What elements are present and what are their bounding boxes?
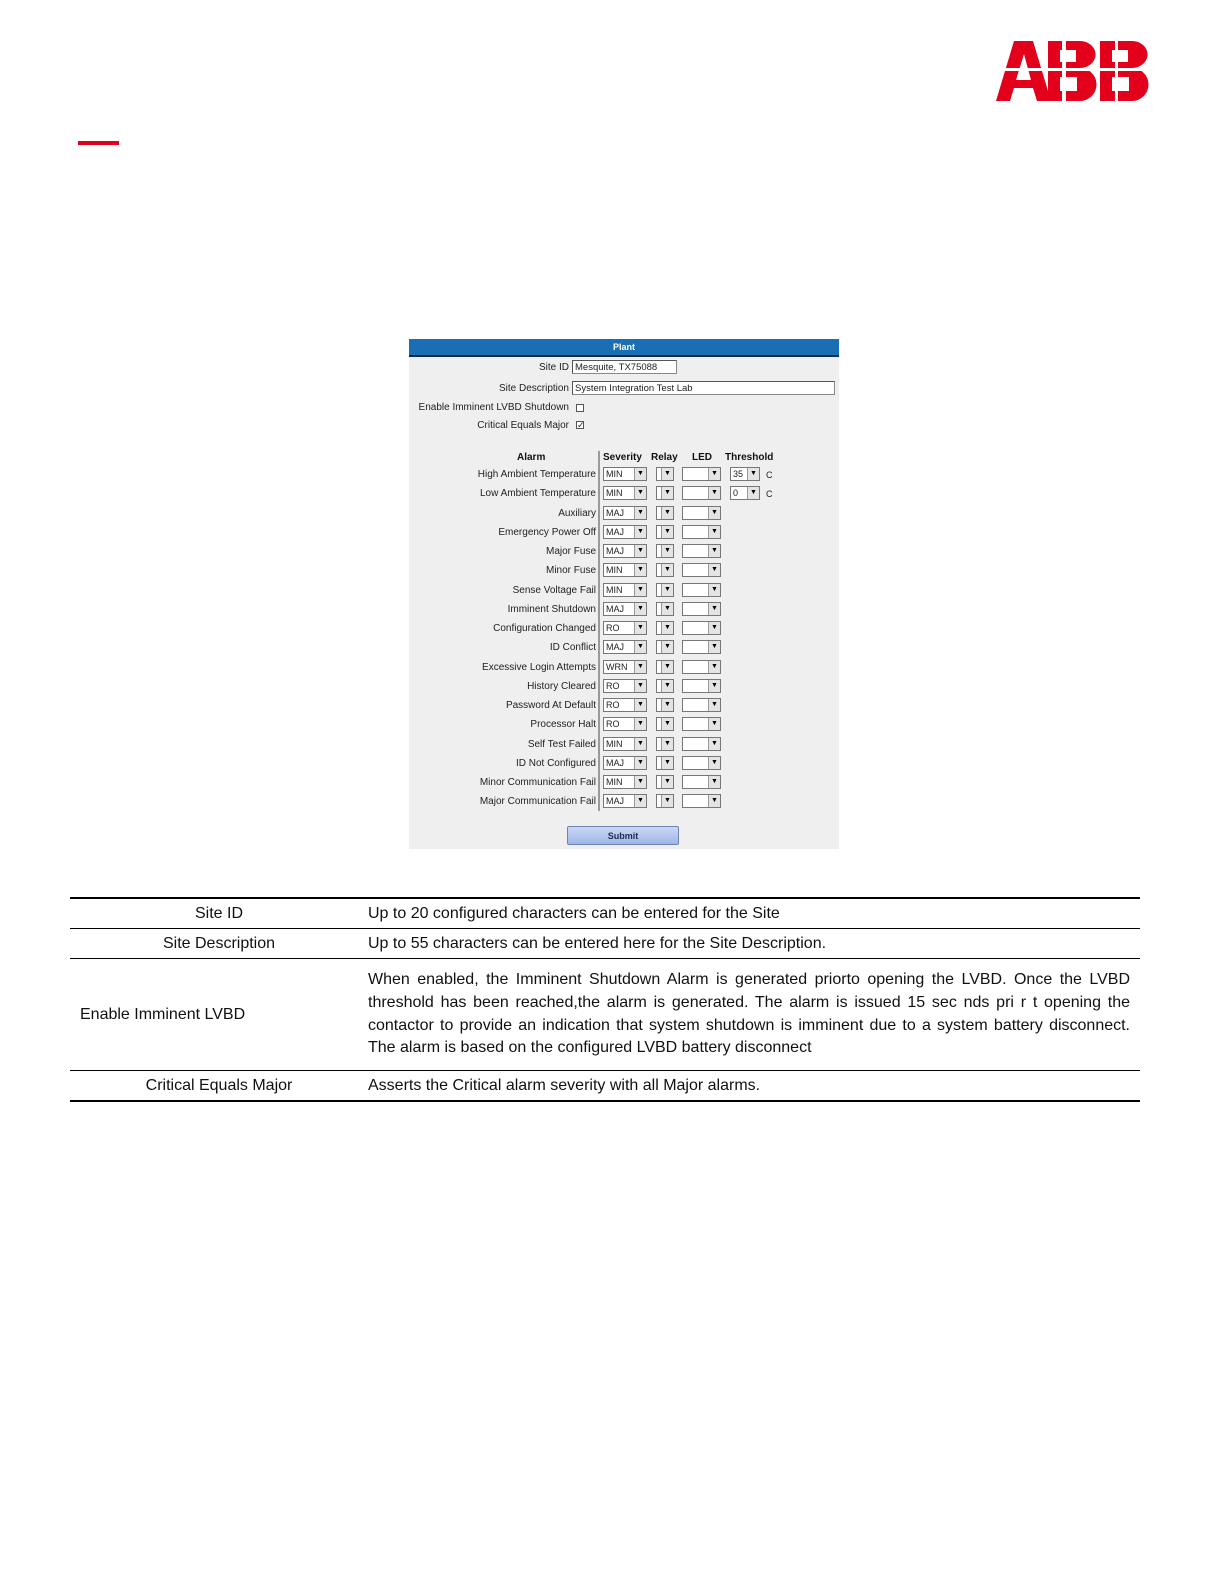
alarm-row [409,506,839,522]
alarm-name: Self Test Failed [527,739,596,750]
chevron-down-icon: ▼ [708,564,720,576]
alarm-row [409,698,839,714]
severity-select[interactable] [603,544,647,558]
chevron-down-icon: ▼ [661,584,673,596]
abb-logo-graphic [996,40,1154,102]
description-cell: Asserts the Critical alarm severity with all Major alarms. [368,1076,761,1094]
term-cell: Enable Imminent LVBD [80,1005,246,1023]
chevron-down-icon: ▼ [634,641,646,653]
severity-select[interactable] [603,486,647,500]
severity-select[interactable] [603,563,647,577]
chevron-down-icon: ▼ [661,468,673,480]
relay-select[interactable] [656,602,674,616]
alarm-row [409,660,839,676]
relay-select[interactable] [656,640,674,654]
led-select[interactable] [682,602,721,616]
alarm-row [409,602,839,618]
chevron-down-icon: ▼ [708,738,720,750]
alarm-name: Major Fuse [545,546,596,557]
chevron-down-icon: ▼ [634,507,646,519]
settings-description-table [70,897,1140,1102]
chevron-down-icon: ▼ [708,661,720,673]
chevron-down-icon: ▼ [747,468,759,480]
threshold-unit: C [766,470,773,480]
chevron-down-icon: ▼ [661,776,673,788]
severity-select[interactable] [603,717,647,731]
alarm-row [409,717,839,733]
severity-select-value: RO [606,681,620,691]
chevron-down-icon: ▼ [708,622,720,634]
led-select[interactable] [682,737,721,751]
chevron-down-icon: ▼ [661,622,673,634]
severity-select[interactable] [603,756,647,770]
alarm-name: Minor Fuse [545,565,596,576]
severity-select[interactable] [603,775,647,789]
severity-select[interactable] [603,525,647,539]
relay-select[interactable] [656,737,674,751]
severity-select-value: MIN [606,739,623,749]
plant-config-panel [409,339,839,849]
relay-select[interactable] [656,621,674,635]
chevron-down-icon: ▼ [661,680,673,692]
threshold-select[interactable] [730,467,760,481]
site-description-label: Site Description [498,383,569,394]
severity-select[interactable] [603,660,647,674]
severity-select-value: MAJ [606,796,624,806]
severity-select-value: MIN [606,777,623,787]
alarm-name: Auxiliary [558,508,596,519]
alarm-row [409,486,839,502]
chevron-down-icon: ▼ [634,757,646,769]
description-cell: Up to 55 characters can be entered here for the Site Description. [368,934,827,952]
col-relay: Relay [651,452,678,463]
col-led: LED [692,452,712,463]
alarm-name: ID Conflict [549,642,596,653]
chevron-down-icon: ▼ [661,738,673,750]
threshold-unit: C [766,489,773,499]
chevron-down-icon: ▼ [708,795,720,807]
accent-dash [78,141,119,145]
threshold-select-value: 0 [733,488,739,498]
chevron-down-icon: ▼ [708,487,720,499]
chevron-down-icon: ▼ [634,487,646,499]
chevron-down-icon: ▼ [708,603,720,615]
alarm-row [409,544,839,560]
alarm-name: History Cleared [527,681,596,692]
chevron-down-icon: ▼ [747,487,759,499]
alarm-name: Password At Default [505,700,596,711]
relay-select[interactable] [656,756,674,770]
chevron-down-icon: ▼ [634,468,646,480]
severity-select[interactable] [603,737,647,751]
chevron-down-icon: ▼ [661,661,673,673]
relay-select[interactable] [656,660,674,674]
col-alarm: Alarm [517,452,546,463]
led-select[interactable] [682,794,721,808]
led-select[interactable] [682,640,721,654]
severity-select-value: MAJ [606,508,624,518]
relay-select[interactable] [656,525,674,539]
chevron-down-icon: ▼ [708,680,720,692]
chevron-down-icon: ▼ [661,718,673,730]
severity-select-value: MAJ [606,546,624,556]
relay-select[interactable] [656,794,674,808]
relay-select[interactable] [656,486,674,500]
severity-select-value: MAJ [606,527,624,537]
chevron-down-icon: ▼ [634,718,646,730]
submit-button[interactable]: Submit [567,826,679,845]
alarm-name: Imminent Shutdown [507,604,596,615]
site-id-input[interactable]: Mesquite, TX75088 [572,360,677,374]
alarm-row [409,679,839,695]
table-row [70,959,1140,1071]
chevron-down-icon: ▼ [661,545,673,557]
chevron-down-icon: ▼ [708,545,720,557]
alarm-name: Sense Voltage Fail [512,585,596,596]
chevron-down-icon: ▼ [634,526,646,538]
relay-select[interactable] [656,679,674,693]
severity-select[interactable] [603,602,647,616]
severity-select-value: MAJ [606,604,624,614]
severity-select-value: RO [606,719,620,729]
chevron-down-icon: ▼ [634,564,646,576]
chevron-down-icon: ▼ [634,661,646,673]
led-select[interactable] [682,698,721,712]
relay-select[interactable] [656,775,674,789]
alarm-row [409,756,839,772]
alarm-name: ID Not Configured [515,758,596,769]
term-cell: Site Description [162,934,276,952]
severity-select-value: MAJ [606,642,624,652]
chevron-down-icon: ▼ [661,757,673,769]
alarm-row [409,525,839,541]
severity-select[interactable] [603,640,647,654]
led-select[interactable] [682,506,721,520]
chevron-down-icon: ▼ [634,795,646,807]
threshold-select-value: 35 [733,469,744,479]
led-select[interactable] [682,775,721,789]
led-select[interactable] [682,679,721,693]
chevron-down-icon: ▼ [708,699,720,711]
alarm-row [409,563,839,579]
alarm-name: Processor Halt [530,719,596,730]
led-select[interactable] [682,467,721,481]
chevron-down-icon: ▼ [708,507,720,519]
relay-select[interactable] [656,467,674,481]
severity-select[interactable] [603,698,647,712]
severity-select[interactable] [603,794,647,808]
chevron-down-icon: ▼ [634,545,646,557]
alarm-row [409,794,839,810]
alarm-name: Emergency Power Off [498,527,596,538]
alarm-row [409,775,839,791]
alarm-name: Minor Communication Fail [479,777,596,788]
severity-select-value: MAJ [606,758,624,768]
chevron-down-icon: ▼ [634,738,646,750]
enable-lvbd-checkbox[interactable] [576,404,584,412]
description-cell: When enabled, the Imminent Shutdown Alarm is generated priorto opening the LVBD. Once the LVBD threshold has been reached,the alarm is generated. The alarm is issued 15 sec nds pri r t opening the contactor to provide an indication that system shutdown is imminent due to a system battery disconnect. The alarm is based on the configured LVBD battery disconnect [368,971,1130,1057]
enable-lvbd-label: Enable Imminent LVBD Shutdown [418,402,569,413]
severity-select[interactable] [603,621,647,635]
led-select[interactable] [682,544,721,558]
col-severity: Severity [603,452,642,463]
chevron-down-icon: ▼ [661,641,673,653]
led-select[interactable] [682,756,721,770]
severity-select[interactable] [603,679,647,693]
severity-select-value: MIN [606,488,623,498]
chevron-down-icon: ▼ [708,526,720,538]
chevron-down-icon: ▼ [661,487,673,499]
alarm-row [409,640,839,656]
relay-select[interactable] [656,544,674,558]
led-select[interactable] [682,717,721,731]
led-select[interactable] [682,621,721,635]
critical-major-checkbox[interactable]: ✓ [577,420,585,430]
chevron-down-icon: ▼ [661,699,673,711]
abb-logo [996,40,1154,102]
site-id-label: Site ID [538,362,569,373]
table-row [70,1071,1140,1102]
chevron-down-icon: ▼ [661,507,673,519]
chevron-down-icon: ▼ [708,584,720,596]
relay-select[interactable] [656,506,674,520]
site-description-input[interactable]: System Integration Test Lab [572,381,835,395]
term-cell: Site ID [194,904,243,922]
chevron-down-icon: ▼ [661,526,673,538]
relay-select[interactable] [656,717,674,731]
chevron-down-icon: ▼ [708,776,720,788]
description-cell: Up to 20 configured characters can be entered for the Site [368,904,780,922]
severity-select-value: MIN [606,565,623,575]
chevron-down-icon: ▼ [634,622,646,634]
critical-major-label: Critical Equals Major [477,420,569,431]
alarm-row [409,621,839,637]
severity-select-value: MIN [606,469,623,479]
severity-select-value: RO [606,700,620,710]
alarm-row [409,737,839,753]
chevron-down-icon: ▼ [634,680,646,692]
term-cell: Critical Equals Major [145,1076,293,1094]
chevron-down-icon: ▼ [708,718,720,730]
col-threshold: Threshold [725,452,774,463]
table-row [70,898,1140,929]
chevron-down-icon: ▼ [661,603,673,615]
relay-select[interactable] [656,583,674,597]
severity-select[interactable] [603,467,647,481]
alarm-name: Excessive Login Attempts [482,662,596,673]
severity-select[interactable] [603,583,647,597]
chevron-down-icon: ▼ [634,699,646,711]
alarm-row [409,583,839,599]
severity-select-value: RO [606,623,620,633]
severity-select-value: MIN [606,585,623,595]
led-select[interactable] [682,660,721,674]
relay-select[interactable] [656,563,674,577]
led-select[interactable] [682,583,721,597]
led-select[interactable] [682,525,721,539]
alarm-name: Major Communication Fail [479,796,596,807]
led-select[interactable] [682,563,721,577]
alarm-name: High Ambient Temperature [477,469,596,480]
severity-select-value: WRN [606,662,628,672]
panel-title: Plant [409,339,839,357]
chevron-down-icon: ▼ [634,584,646,596]
relay-select[interactable] [656,698,674,712]
chevron-down-icon: ▼ [661,795,673,807]
threshold-select[interactable] [730,486,760,500]
table-row [70,929,1140,959]
chevron-down-icon: ▼ [708,641,720,653]
alarm-name: Low Ambient Temperature [480,488,596,499]
chevron-down-icon: ▼ [634,776,646,788]
alarm-row [409,467,839,483]
severity-select[interactable] [603,506,647,520]
chevron-down-icon: ▼ [661,564,673,576]
alarm-name: Configuration Changed [493,623,596,634]
chevron-down-icon: ▼ [708,468,720,480]
chevron-down-icon: ▼ [708,757,720,769]
led-select[interactable] [682,486,721,500]
chevron-down-icon: ▼ [634,603,646,615]
